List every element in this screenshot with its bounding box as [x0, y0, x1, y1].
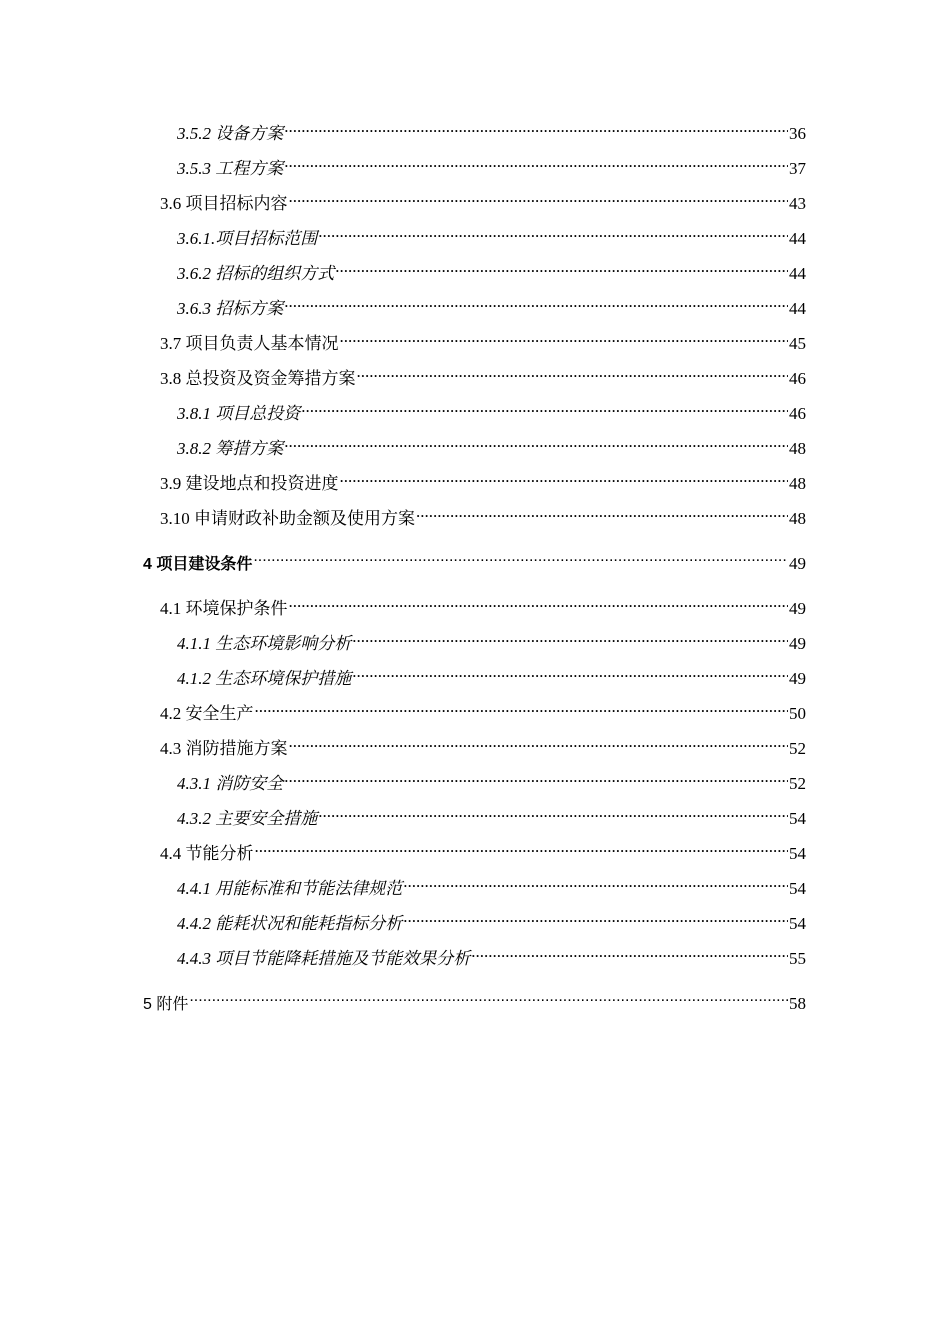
- toc-entry-3-8-1[interactable]: [177, 395, 806, 423]
- toc-leader-dots: [189, 985, 788, 1009]
- toc-leader-dots: [289, 590, 789, 614]
- toc-page-number: 49: [789, 599, 806, 618]
- toc-leader-dots: [255, 695, 789, 719]
- toc-leader-dots: [284, 115, 788, 139]
- toc-page-number: 50: [789, 704, 806, 723]
- toc-entry-label: 4.4 节能分析: [160, 844, 254, 863]
- toc-entry-label: 4.3.1 消防安全: [177, 774, 284, 793]
- toc-page-number: 55: [789, 949, 806, 968]
- toc-page-number: 44: [789, 264, 806, 283]
- toc-entry-3-6-1[interactable]: [177, 220, 806, 248]
- toc-page-number: 54: [789, 914, 806, 933]
- toc-entry-label: 4.3.2 主要安全措施: [177, 809, 318, 828]
- toc-entry-label: 3.6 项目招标内容: [160, 194, 288, 213]
- toc-entry-label: 3.5.3 工程方案: [177, 159, 284, 178]
- toc-entry-3-6-3[interactable]: [177, 290, 806, 318]
- toc-entry-4-2[interactable]: [160, 695, 806, 723]
- toc-leader-dots: [403, 870, 788, 894]
- toc-entry-4[interactable]: [143, 545, 806, 573]
- toc-entry-label: 4.1 环境保护条件: [160, 599, 288, 618]
- toc-page-number: 52: [789, 739, 806, 758]
- toc-page-number: 48: [789, 509, 806, 528]
- toc-entry-label: 3.10 申请财政补助金额及使用方案: [160, 509, 415, 528]
- toc-entry-4-3[interactable]: [160, 730, 806, 758]
- toc-page-number: 58: [789, 994, 806, 1013]
- toc-entry-label: 3.7 项目负责人基本情况: [160, 334, 339, 353]
- toc-entry-3-5-2[interactable]: [177, 115, 806, 143]
- toc-entry-3-6-2[interactable]: [177, 255, 806, 283]
- toc-leader-dots: [255, 835, 789, 859]
- toc-leader-dots: [352, 625, 788, 649]
- toc-leader-dots: [253, 545, 788, 569]
- toc-leader-dots: [318, 220, 788, 244]
- toc-page-number: 46: [789, 404, 806, 423]
- toc-entry-label: 4.4.3 项目节能降耗措施及节能效果分析: [177, 949, 471, 968]
- toc-leader-dots: [301, 395, 788, 419]
- toc-entry-label: 3.8.1 项目总投资: [177, 404, 301, 423]
- toc-page-number: 36: [789, 124, 806, 143]
- toc-page-number: 46: [789, 369, 806, 388]
- toc-leader-dots: [471, 940, 788, 964]
- toc-entry-4-4-1[interactable]: [177, 870, 806, 898]
- toc-entry-3-10[interactable]: [160, 500, 806, 528]
- toc-leader-dots: [352, 660, 788, 684]
- toc-entry-label: 4.4.2 能耗状况和能耗指标分析: [177, 914, 403, 933]
- toc-entry-label: 3.5.2 设备方案: [177, 124, 284, 143]
- toc-page-number: 43: [789, 194, 806, 213]
- toc-leader-dots: [335, 255, 788, 279]
- toc-entry-5[interactable]: [143, 985, 806, 1013]
- toc-page-number: 49: [789, 669, 806, 688]
- toc-leader-dots: [403, 905, 788, 929]
- toc-leader-dots: [289, 730, 789, 754]
- toc-leader-dots: [284, 150, 788, 174]
- toc-entry-3-8[interactable]: [160, 360, 806, 388]
- toc-entry-label: 3.8 总投资及资金筹措方案: [160, 369, 356, 388]
- toc-page-number: 37: [789, 159, 806, 178]
- toc-entry-label: 4.2 安全生产: [160, 704, 254, 723]
- toc-entry-label: 4.1.1 生态环境影响分析: [177, 634, 352, 653]
- toc-entry-label: 3.6.1.项目招标范围: [177, 229, 318, 248]
- toc-entry-label: 3.6.2 招标的组织方式: [177, 264, 335, 283]
- toc-entry-label: 4.1.2 生态环境保护措施: [177, 669, 352, 688]
- toc-leader-dots: [340, 465, 789, 489]
- toc-page-number: 44: [789, 299, 806, 318]
- toc-page-number: 49: [789, 554, 806, 573]
- toc-page-number: 54: [789, 844, 806, 863]
- toc-entry-4-3-2[interactable]: [177, 800, 806, 828]
- toc-leader-dots: [340, 325, 789, 349]
- toc-leader-dots: [416, 500, 788, 524]
- toc-entry-3-6[interactable]: [160, 185, 806, 213]
- toc-entry-3-8-2[interactable]: [177, 430, 806, 458]
- toc-entry-3-7[interactable]: [160, 325, 806, 353]
- toc-entry-4-4-2[interactable]: [177, 905, 806, 933]
- toc-entry-label: 4.4.1 用能标准和节能法律规范: [177, 879, 403, 898]
- toc-page-number: 49: [789, 634, 806, 653]
- toc-leader-dots: [289, 185, 789, 209]
- toc-entry-4-1[interactable]: [160, 590, 806, 618]
- toc-page-number: 54: [789, 879, 806, 898]
- toc-leader-dots: [284, 765, 788, 789]
- toc-entry-label: 3.9 建设地点和投资进度: [160, 474, 339, 493]
- toc-entry-4-3-1[interactable]: [177, 765, 806, 793]
- toc-page-number: 54: [789, 809, 806, 828]
- toc-entry-4-4-3[interactable]: [177, 940, 806, 968]
- toc-page-number: 48: [789, 474, 806, 493]
- toc-leader-dots: [318, 800, 788, 824]
- toc-page-number: 48: [789, 439, 806, 458]
- toc-entry-label: 4.3 消防措施方案: [160, 739, 288, 758]
- toc-page-number: 45: [789, 334, 806, 353]
- toc-entry-4-1-2[interactable]: [177, 660, 806, 688]
- toc-entry-3-9[interactable]: [160, 465, 806, 493]
- toc-page-number: 44: [789, 229, 806, 248]
- toc-entry-4-1-1[interactable]: [177, 625, 806, 653]
- toc-entry-4-4[interactable]: [160, 835, 806, 863]
- toc-page-number: 52: [789, 774, 806, 793]
- toc-leader-dots: [284, 290, 788, 314]
- toc-entry-label: 4 项目建设条件: [143, 556, 253, 573]
- toc-entry-label: 3.6.3 招标方案: [177, 299, 284, 318]
- toc-entry-label: 3.8.2 筹措方案: [177, 439, 284, 458]
- toc-entry-label: 5 附件: [143, 996, 189, 1013]
- toc-leader-dots: [284, 430, 788, 454]
- toc-entry-3-5-3[interactable]: [177, 150, 806, 178]
- toc-leader-dots: [357, 360, 789, 384]
